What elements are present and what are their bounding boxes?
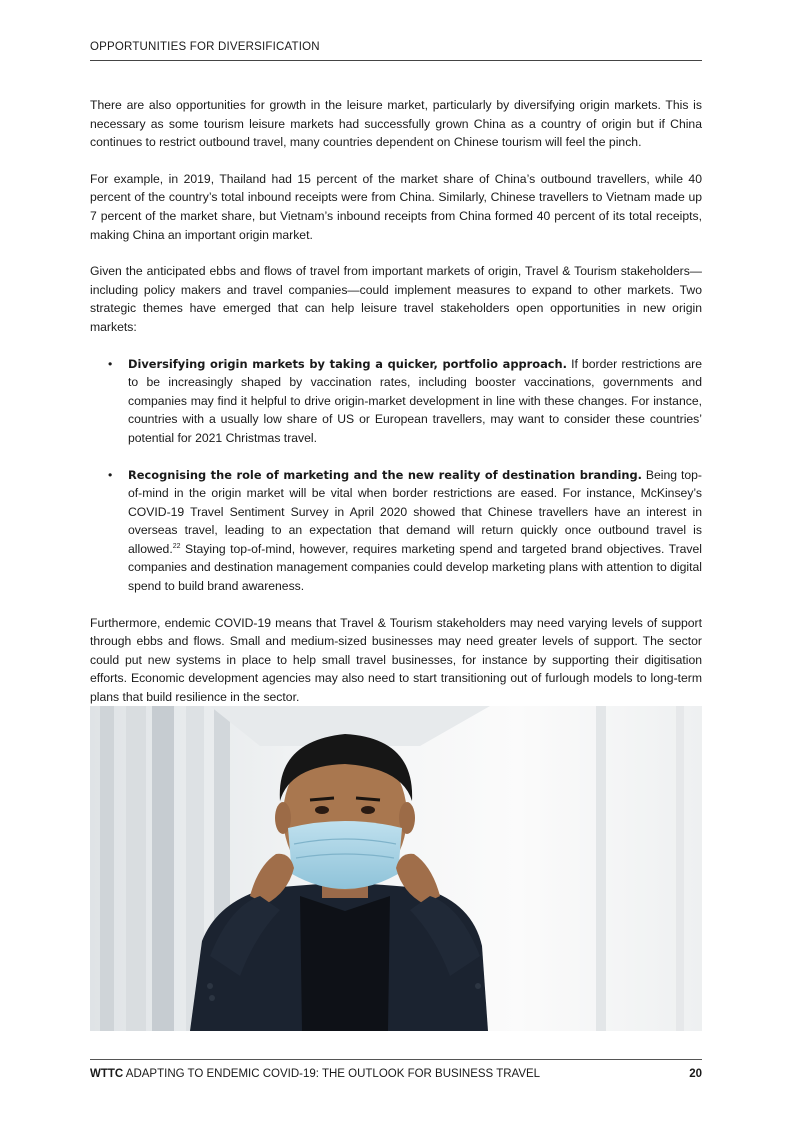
bullet-heading: Diversifying origin markets by taking a quicker, portfolio approach. [128,356,567,371]
footer-brand: WTTC [90,1068,124,1080]
bullet-text-continued: Staying top-of-mind, however, requires marketing spend and targeted brand objectives. Travel companies and destination management companies could develop marketing plans with attention to digital spend to build brand awareness. [128,541,702,594]
strategic-themes-list [90,355,702,596]
list-item [90,355,702,448]
bullet-heading: Recognising the role of marketing and the new reality of destination branding. [128,467,642,482]
bullet-text: Being top-of-mind in the origin market will be vital when border restrictions are eased. For instance, McKinsey’s COVID-19 Travel Sentiment Survey in April 2020 showed that Chinese travellers have an interest in overseas travel, leading to an expectation that demand will return quickly once outbound travel is allowed. [128,467,702,556]
bullet-marker: • [108,467,113,482]
bullet-text: If border restrictions are to be increasingly shaped by vaccination rates, including booster vaccinations, governments and companies may find it helpful to drive origin-market development in line with these changes. For instance, countries with a usually low share of US or European travellers, may want to consider these countries’ potential for 2021 Christmas travel. [128,356,702,445]
photo-man-in-face-mask [90,706,702,1031]
page-number: 20 [689,1068,702,1080]
running-header [90,40,702,61]
paragraph-1: There are also opportunities for growth in the leisure market, particularly by diversifying origin markets. This is necessary as some tourism leisure markets had successfully grown China as a country of origin but if China continues to restrict outbound travel, many countries dependent on Chinese tourism will feel the pinch. [90,98,702,150]
footnote-reference: 22 [172,542,181,550]
paragraph-2: For example, in 2019, Thailand had 15 percent of the market share of China’s outbound travellers, while 40 percent of the country’s total inbound receipts were from China. Similarly, Chinese travellers to Vietnam made up 7 percent of the market share, but Vietnam’s inbound receipts from China formed 40 percent of its total receipts, making China an important origin market. [90,171,702,242]
running-footer [90,1059,702,1080]
footer-title: ADAPTING TO ENDEMIC COVID-19: THE OUTLOOK FOR BUSINESS TRAVEL [123,1068,541,1080]
list-item [90,466,702,596]
body-text [90,96,702,725]
bullet-marker: • [108,356,113,371]
paragraph-3: Given the anticipated ebbs and flows of travel from important markets of origin, Travel & Tourism stakeholders—including policy makers and travel companies—could implement measures to expand to other markets. Two strategic themes have emerged that can help leisure travel stakeholders open opportunities in new origin markets: [90,264,702,334]
section-title: OPPORTUNITIES FOR DIVERSIFICATION [90,41,320,53]
paragraph-4: Furthermore, endemic COVID-19 means that Travel & Tourism stakeholders may need varying levels of support through ebbs and flows. Small and medium-sized businesses may need greater levels of support. The sector could put new systems in place to help small travel businesses, for instance by supporting their digitisation efforts. Economic development agencies may also need to start transitioning out of furlough models to long-term plans that build resilience in the sector. [90,615,702,705]
